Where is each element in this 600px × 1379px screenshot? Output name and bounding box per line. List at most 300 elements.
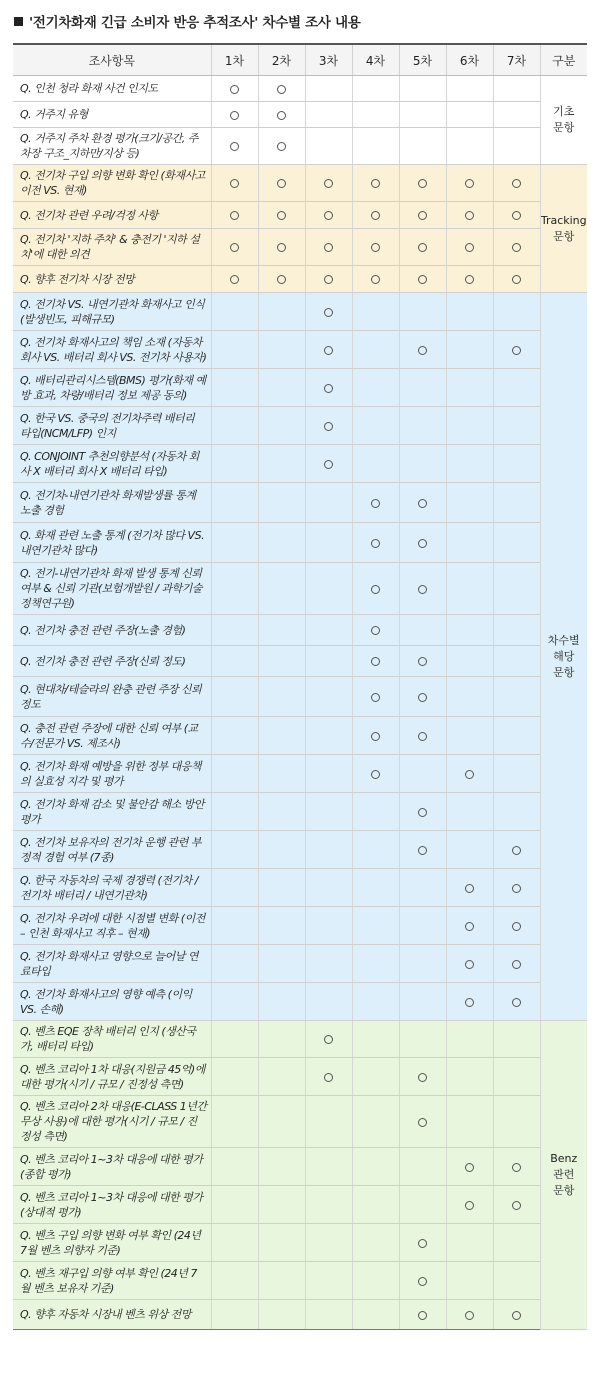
round-4-cell	[352, 76, 399, 102]
round-6-cell	[446, 907, 493, 945]
group-label: Tracking 문항	[540, 165, 587, 293]
circle-mark-icon	[465, 998, 474, 1007]
round-2-cell	[258, 677, 305, 717]
table-row	[13, 483, 587, 523]
round-6-cell	[446, 369, 493, 407]
round-3-cell	[305, 677, 352, 717]
circle-mark-icon	[512, 922, 521, 931]
round-4-cell	[352, 483, 399, 523]
round-2-cell	[258, 229, 305, 266]
round-7-cell	[493, 1148, 540, 1186]
question-text: Q. 한국 자동차의 국제 경쟁력 (전기차 / 전기차 배터리 / 내연기관차)	[13, 869, 211, 907]
round-3-cell	[305, 793, 352, 831]
round-3-cell	[305, 1224, 352, 1262]
round-2-cell	[258, 102, 305, 128]
round-1-cell	[211, 1224, 258, 1262]
round-5-cell	[399, 755, 446, 793]
round-5-cell	[399, 907, 446, 945]
round-7-cell	[493, 1186, 540, 1224]
circle-mark-icon	[512, 275, 521, 284]
table-row	[13, 369, 587, 407]
round-7-cell	[493, 165, 540, 202]
round-5-cell	[399, 646, 446, 677]
round-7-cell	[493, 945, 540, 983]
circle-mark-icon	[512, 1201, 521, 1210]
round-1-cell	[211, 202, 258, 229]
circle-mark-icon	[230, 111, 239, 120]
circle-mark-icon	[277, 211, 286, 220]
round-2-cell	[258, 1224, 305, 1262]
circle-mark-icon	[277, 85, 286, 94]
round-1-cell	[211, 369, 258, 407]
round-7-cell	[493, 677, 540, 717]
group-label: 기초 문항	[540, 76, 587, 165]
question-text: Q. 전기차 화재사고의 영향 예측 (이익 VS. 손해)	[13, 983, 211, 1021]
question-text: Q. 벤츠 EQE 장착 배터리 인지 (생산국가, 배터리 타입)	[13, 1021, 211, 1058]
table-row	[13, 677, 587, 717]
round-1-cell	[211, 293, 258, 331]
table-row	[13, 331, 587, 369]
circle-mark-icon	[324, 384, 333, 393]
circle-mark-icon	[418, 539, 427, 548]
round-6-cell	[446, 646, 493, 677]
round-3-cell	[305, 831, 352, 869]
round-3-cell	[305, 331, 352, 369]
round-3-cell	[305, 1096, 352, 1148]
round-2-cell	[258, 793, 305, 831]
circle-mark-icon	[371, 275, 380, 284]
round-1-cell	[211, 523, 258, 563]
circle-mark-icon	[418, 275, 427, 284]
page-title: '전기차화재 긴급 소비자 반응 추적조사' 차수별 조사 내용	[29, 15, 361, 31]
round-6-cell	[446, 1300, 493, 1330]
round-4-cell	[352, 1224, 399, 1262]
round-4-cell	[352, 1148, 399, 1186]
circle-mark-icon	[512, 884, 521, 893]
round-7-cell	[493, 293, 540, 331]
round-1-cell	[211, 1096, 258, 1148]
round-4-cell	[352, 831, 399, 869]
round-5-cell	[399, 717, 446, 755]
circle-mark-icon	[418, 346, 427, 355]
round-3-cell	[305, 1186, 352, 1224]
round-4-cell	[352, 445, 399, 483]
circle-mark-icon	[465, 243, 474, 252]
circle-mark-icon	[277, 243, 286, 252]
round-2-cell	[258, 483, 305, 523]
question-text: Q. 현대차/테슬라의 완충 관련 주장 신뢰 정도	[13, 677, 211, 717]
round-4-cell	[352, 677, 399, 717]
round-1-cell	[211, 646, 258, 677]
round-7-cell	[493, 331, 540, 369]
question-text: Q. 거주지 주차 환경 평가(크기/공간, 주차장 구조_지하만/지상 등)	[13, 128, 211, 165]
round-1-cell	[211, 615, 258, 646]
round-5-cell	[399, 1262, 446, 1300]
round-5-cell	[399, 1021, 446, 1058]
round-6-cell	[446, 76, 493, 102]
question-text: Q. 전기차 충전 관련 주장(노출 경험)	[13, 615, 211, 646]
round-1-cell	[211, 165, 258, 202]
circle-mark-icon	[465, 179, 474, 188]
round-5-cell	[399, 369, 446, 407]
circle-mark-icon	[371, 499, 380, 508]
round-6-cell	[446, 615, 493, 646]
round-7-cell	[493, 717, 540, 755]
round-5-cell	[399, 523, 446, 563]
round-6-cell	[446, 945, 493, 983]
round-7-cell	[493, 646, 540, 677]
question-text: Q. 벤츠 코리아 2차 대응(E-CLASS 1년간 무상 사용)에 대한 평가(시기 / 규모 / 진정성 측면)	[13, 1096, 211, 1148]
round-1-cell	[211, 793, 258, 831]
round-3-cell	[305, 869, 352, 907]
circle-mark-icon	[512, 960, 521, 969]
question-text: Q. 전기차 관련 우려/걱정 사항	[13, 202, 211, 229]
round-1-cell	[211, 1186, 258, 1224]
circle-mark-icon	[418, 585, 427, 594]
round-2-cell	[258, 831, 305, 869]
round-2-cell	[258, 1058, 305, 1096]
round-2-cell	[258, 869, 305, 907]
circle-mark-icon	[465, 1163, 474, 1172]
circle-mark-icon	[277, 142, 286, 151]
round-6-cell	[446, 983, 493, 1021]
round-7-cell	[493, 1096, 540, 1148]
circle-mark-icon	[465, 1201, 474, 1210]
round-1-cell	[211, 1021, 258, 1058]
circle-mark-icon	[324, 422, 333, 431]
round-3-cell	[305, 755, 352, 793]
header-round: 7차	[493, 44, 540, 76]
round-5-cell	[399, 1148, 446, 1186]
round-7-cell	[493, 793, 540, 831]
round-5-cell	[399, 76, 446, 102]
question-text: Q. 전기차 화재사고의 책임 소재 (자동차 회사 VS. 배터리 회사 VS. 전기차 사용자)	[13, 331, 211, 369]
round-7-cell	[493, 445, 540, 483]
round-1-cell	[211, 229, 258, 266]
round-7-cell	[493, 615, 540, 646]
table-row	[13, 869, 587, 907]
circle-mark-icon	[418, 846, 427, 855]
round-5-cell	[399, 293, 446, 331]
round-4-cell	[352, 793, 399, 831]
round-5-cell	[399, 202, 446, 229]
round-3-cell	[305, 907, 352, 945]
table-header-row	[13, 44, 587, 76]
circle-mark-icon	[371, 179, 380, 188]
round-4-cell	[352, 1300, 399, 1330]
header-round: 5차	[399, 44, 446, 76]
round-6-cell	[446, 523, 493, 563]
round-3-cell	[305, 1148, 352, 1186]
table-row	[13, 1096, 587, 1148]
question-text: Q. 전기차 '지하 주차' & 충전기 '지하 설치'에 대한 의견	[13, 229, 211, 266]
round-3-cell	[305, 407, 352, 445]
round-5-cell	[399, 1058, 446, 1096]
circle-mark-icon	[512, 1311, 521, 1320]
round-6-cell	[446, 266, 493, 293]
round-6-cell	[446, 1224, 493, 1262]
circle-mark-icon	[512, 179, 521, 188]
circle-mark-icon	[418, 808, 427, 817]
circle-mark-icon	[324, 1035, 333, 1044]
round-2-cell	[258, 615, 305, 646]
round-2-cell	[258, 983, 305, 1021]
round-2-cell	[258, 331, 305, 369]
round-5-cell	[399, 445, 446, 483]
title-bar	[14, 10, 361, 32]
round-1-cell	[211, 407, 258, 445]
round-1-cell	[211, 907, 258, 945]
round-7-cell	[493, 266, 540, 293]
question-text: Q. 벤츠 코리아 1~3차 대응에 대한 평가 (종합 평가)	[13, 1148, 211, 1186]
question-text: Q. 전기차-내연기관차 화재발생률 통계 노출 경험	[13, 483, 211, 523]
round-5-cell	[399, 677, 446, 717]
table-row	[13, 563, 587, 615]
circle-mark-icon	[512, 1163, 521, 1172]
round-4-cell	[352, 869, 399, 907]
round-4-cell	[352, 202, 399, 229]
question-text: Q. 전기차 화재사고 영향으로 늘어날 연료타입	[13, 945, 211, 983]
circle-mark-icon	[324, 346, 333, 355]
round-6-cell	[446, 677, 493, 717]
table-row	[13, 102, 587, 128]
round-2-cell	[258, 202, 305, 229]
circle-mark-icon	[324, 243, 333, 252]
round-4-cell	[352, 369, 399, 407]
round-3-cell	[305, 76, 352, 102]
table-row	[13, 907, 587, 945]
circle-mark-icon	[371, 732, 380, 741]
round-5-cell	[399, 102, 446, 128]
round-7-cell	[493, 907, 540, 945]
table-row	[13, 407, 587, 445]
round-5-cell	[399, 869, 446, 907]
round-4-cell	[352, 755, 399, 793]
round-2-cell	[258, 293, 305, 331]
header-round: 6차	[446, 44, 493, 76]
round-4-cell	[352, 717, 399, 755]
round-4-cell	[352, 331, 399, 369]
round-3-cell	[305, 445, 352, 483]
circle-mark-icon	[230, 142, 239, 151]
round-3-cell	[305, 102, 352, 128]
round-1-cell	[211, 331, 258, 369]
round-3-cell	[305, 1300, 352, 1330]
group-label: Benz 관련 문항	[540, 1021, 587, 1330]
round-2-cell	[258, 1300, 305, 1330]
round-2-cell	[258, 1021, 305, 1058]
round-4-cell	[352, 945, 399, 983]
round-2-cell	[258, 563, 305, 615]
circle-mark-icon	[277, 275, 286, 284]
question-text: Q. 전기차 보유자의 전기차 운행 관련 부정적 경험 여부 (7종)	[13, 831, 211, 869]
round-4-cell	[352, 266, 399, 293]
circle-mark-icon	[418, 1239, 427, 1248]
table-row	[13, 831, 587, 869]
circle-mark-icon	[230, 85, 239, 94]
round-5-cell	[399, 831, 446, 869]
question-text: Q. 벤츠 코리아 1차 대응(지원금 45억)에 대한 평가(시기 / 규모 / 진정성 측면)	[13, 1058, 211, 1096]
round-1-cell	[211, 128, 258, 165]
round-2-cell	[258, 945, 305, 983]
circle-mark-icon	[512, 846, 521, 855]
circle-mark-icon	[418, 693, 427, 702]
header-round: 3차	[305, 44, 352, 76]
circle-mark-icon	[230, 275, 239, 284]
table-row	[13, 229, 587, 266]
round-6-cell	[446, 755, 493, 793]
round-4-cell	[352, 128, 399, 165]
table-row	[13, 266, 587, 293]
round-3-cell	[305, 523, 352, 563]
round-4-cell	[352, 293, 399, 331]
circle-mark-icon	[371, 626, 380, 635]
table-body	[13, 76, 587, 1330]
round-2-cell	[258, 266, 305, 293]
round-7-cell	[493, 229, 540, 266]
round-2-cell	[258, 755, 305, 793]
question-text: Q. 배터리관리시스템(BMS) 평가(화재 예방 효과, 차량/배터리 정보 제공 동의)	[13, 369, 211, 407]
question-text: Q. 향후 자동차 시장내 벤츠 위상 전망	[13, 1300, 211, 1330]
bullet-square-icon	[14, 17, 23, 26]
round-1-cell	[211, 755, 258, 793]
round-1-cell	[211, 869, 258, 907]
circle-mark-icon	[230, 179, 239, 188]
question-text: Q. 전기차 우려에 대한 시점별 변화 (이전 – 인천 화재사고 직후 – 현재)	[13, 907, 211, 945]
round-7-cell	[493, 869, 540, 907]
round-7-cell	[493, 1300, 540, 1330]
round-7-cell	[493, 1224, 540, 1262]
header-round: 1차	[211, 44, 258, 76]
table-row	[13, 983, 587, 1021]
circle-mark-icon	[465, 960, 474, 969]
table-row	[13, 1148, 587, 1186]
round-4-cell	[352, 563, 399, 615]
circle-mark-icon	[418, 1277, 427, 1286]
question-text: Q. 전기차 화재 예방을 위한 정부 대응책의 실효성 지각 및 평가	[13, 755, 211, 793]
table-row	[13, 1300, 587, 1330]
circle-mark-icon	[324, 179, 333, 188]
table-row	[13, 1224, 587, 1262]
round-5-cell	[399, 563, 446, 615]
round-5-cell	[399, 331, 446, 369]
circle-mark-icon	[371, 585, 380, 594]
round-2-cell	[258, 128, 305, 165]
circle-mark-icon	[512, 346, 521, 355]
round-3-cell	[305, 646, 352, 677]
round-6-cell	[446, 1148, 493, 1186]
round-1-cell	[211, 76, 258, 102]
circle-mark-icon	[371, 770, 380, 779]
circle-mark-icon	[371, 211, 380, 220]
round-1-cell	[211, 1300, 258, 1330]
table-row	[13, 615, 587, 646]
round-4-cell	[352, 165, 399, 202]
header-item: 조사항목	[13, 44, 211, 76]
round-1-cell	[211, 717, 258, 755]
table-row	[13, 445, 587, 483]
circle-mark-icon	[371, 539, 380, 548]
circle-mark-icon	[230, 243, 239, 252]
circle-mark-icon	[465, 275, 474, 284]
round-5-cell	[399, 615, 446, 646]
round-6-cell	[446, 407, 493, 445]
circle-mark-icon	[418, 732, 427, 741]
table-row	[13, 793, 587, 831]
table-row	[13, 1262, 587, 1300]
round-1-cell	[211, 1058, 258, 1096]
round-2-cell	[258, 523, 305, 563]
circle-mark-icon	[371, 693, 380, 702]
round-1-cell	[211, 102, 258, 128]
round-6-cell	[446, 202, 493, 229]
round-4-cell	[352, 1262, 399, 1300]
round-1-cell	[211, 945, 258, 983]
round-7-cell	[493, 983, 540, 1021]
round-6-cell	[446, 831, 493, 869]
round-3-cell	[305, 1262, 352, 1300]
question-text: Q. 전기차 구입 의향 변화 확인 (화재사고 이전 VS. 현재)	[13, 165, 211, 202]
table-row	[13, 76, 587, 102]
round-3-cell	[305, 229, 352, 266]
question-text: Q. 전기차 충전 관련 주장(신뢰 정도)	[13, 646, 211, 677]
round-5-cell	[399, 1096, 446, 1148]
round-2-cell	[258, 1096, 305, 1148]
circle-mark-icon	[465, 770, 474, 779]
round-3-cell	[305, 128, 352, 165]
round-7-cell	[493, 1058, 540, 1096]
circle-mark-icon	[371, 243, 380, 252]
round-1-cell	[211, 483, 258, 523]
round-5-cell	[399, 165, 446, 202]
table-row	[13, 717, 587, 755]
round-3-cell	[305, 983, 352, 1021]
round-1-cell	[211, 266, 258, 293]
round-1-cell	[211, 445, 258, 483]
round-4-cell	[352, 1021, 399, 1058]
round-2-cell	[258, 907, 305, 945]
round-6-cell	[446, 1186, 493, 1224]
table-row	[13, 202, 587, 229]
round-7-cell	[493, 523, 540, 563]
circle-mark-icon	[418, 179, 427, 188]
circle-mark-icon	[418, 1118, 427, 1127]
round-5-cell	[399, 128, 446, 165]
circle-mark-icon	[418, 211, 427, 220]
table-row	[13, 293, 587, 331]
round-5-cell	[399, 266, 446, 293]
header-round: 2차	[258, 44, 305, 76]
round-7-cell	[493, 483, 540, 523]
table-row	[13, 1186, 587, 1224]
round-3-cell	[305, 1058, 352, 1096]
table-row	[13, 646, 587, 677]
circle-mark-icon	[324, 308, 333, 317]
round-3-cell	[305, 369, 352, 407]
round-2-cell	[258, 1262, 305, 1300]
round-3-cell	[305, 293, 352, 331]
round-6-cell	[446, 483, 493, 523]
question-text: Q. 벤츠 코리아 1~3차 대응에 대한 평가 (상대적 평가)	[13, 1186, 211, 1224]
round-7-cell	[493, 202, 540, 229]
round-7-cell	[493, 1021, 540, 1058]
circle-mark-icon	[512, 211, 521, 220]
round-7-cell	[493, 128, 540, 165]
round-3-cell	[305, 717, 352, 755]
round-2-cell	[258, 407, 305, 445]
round-3-cell	[305, 945, 352, 983]
round-1-cell	[211, 1148, 258, 1186]
